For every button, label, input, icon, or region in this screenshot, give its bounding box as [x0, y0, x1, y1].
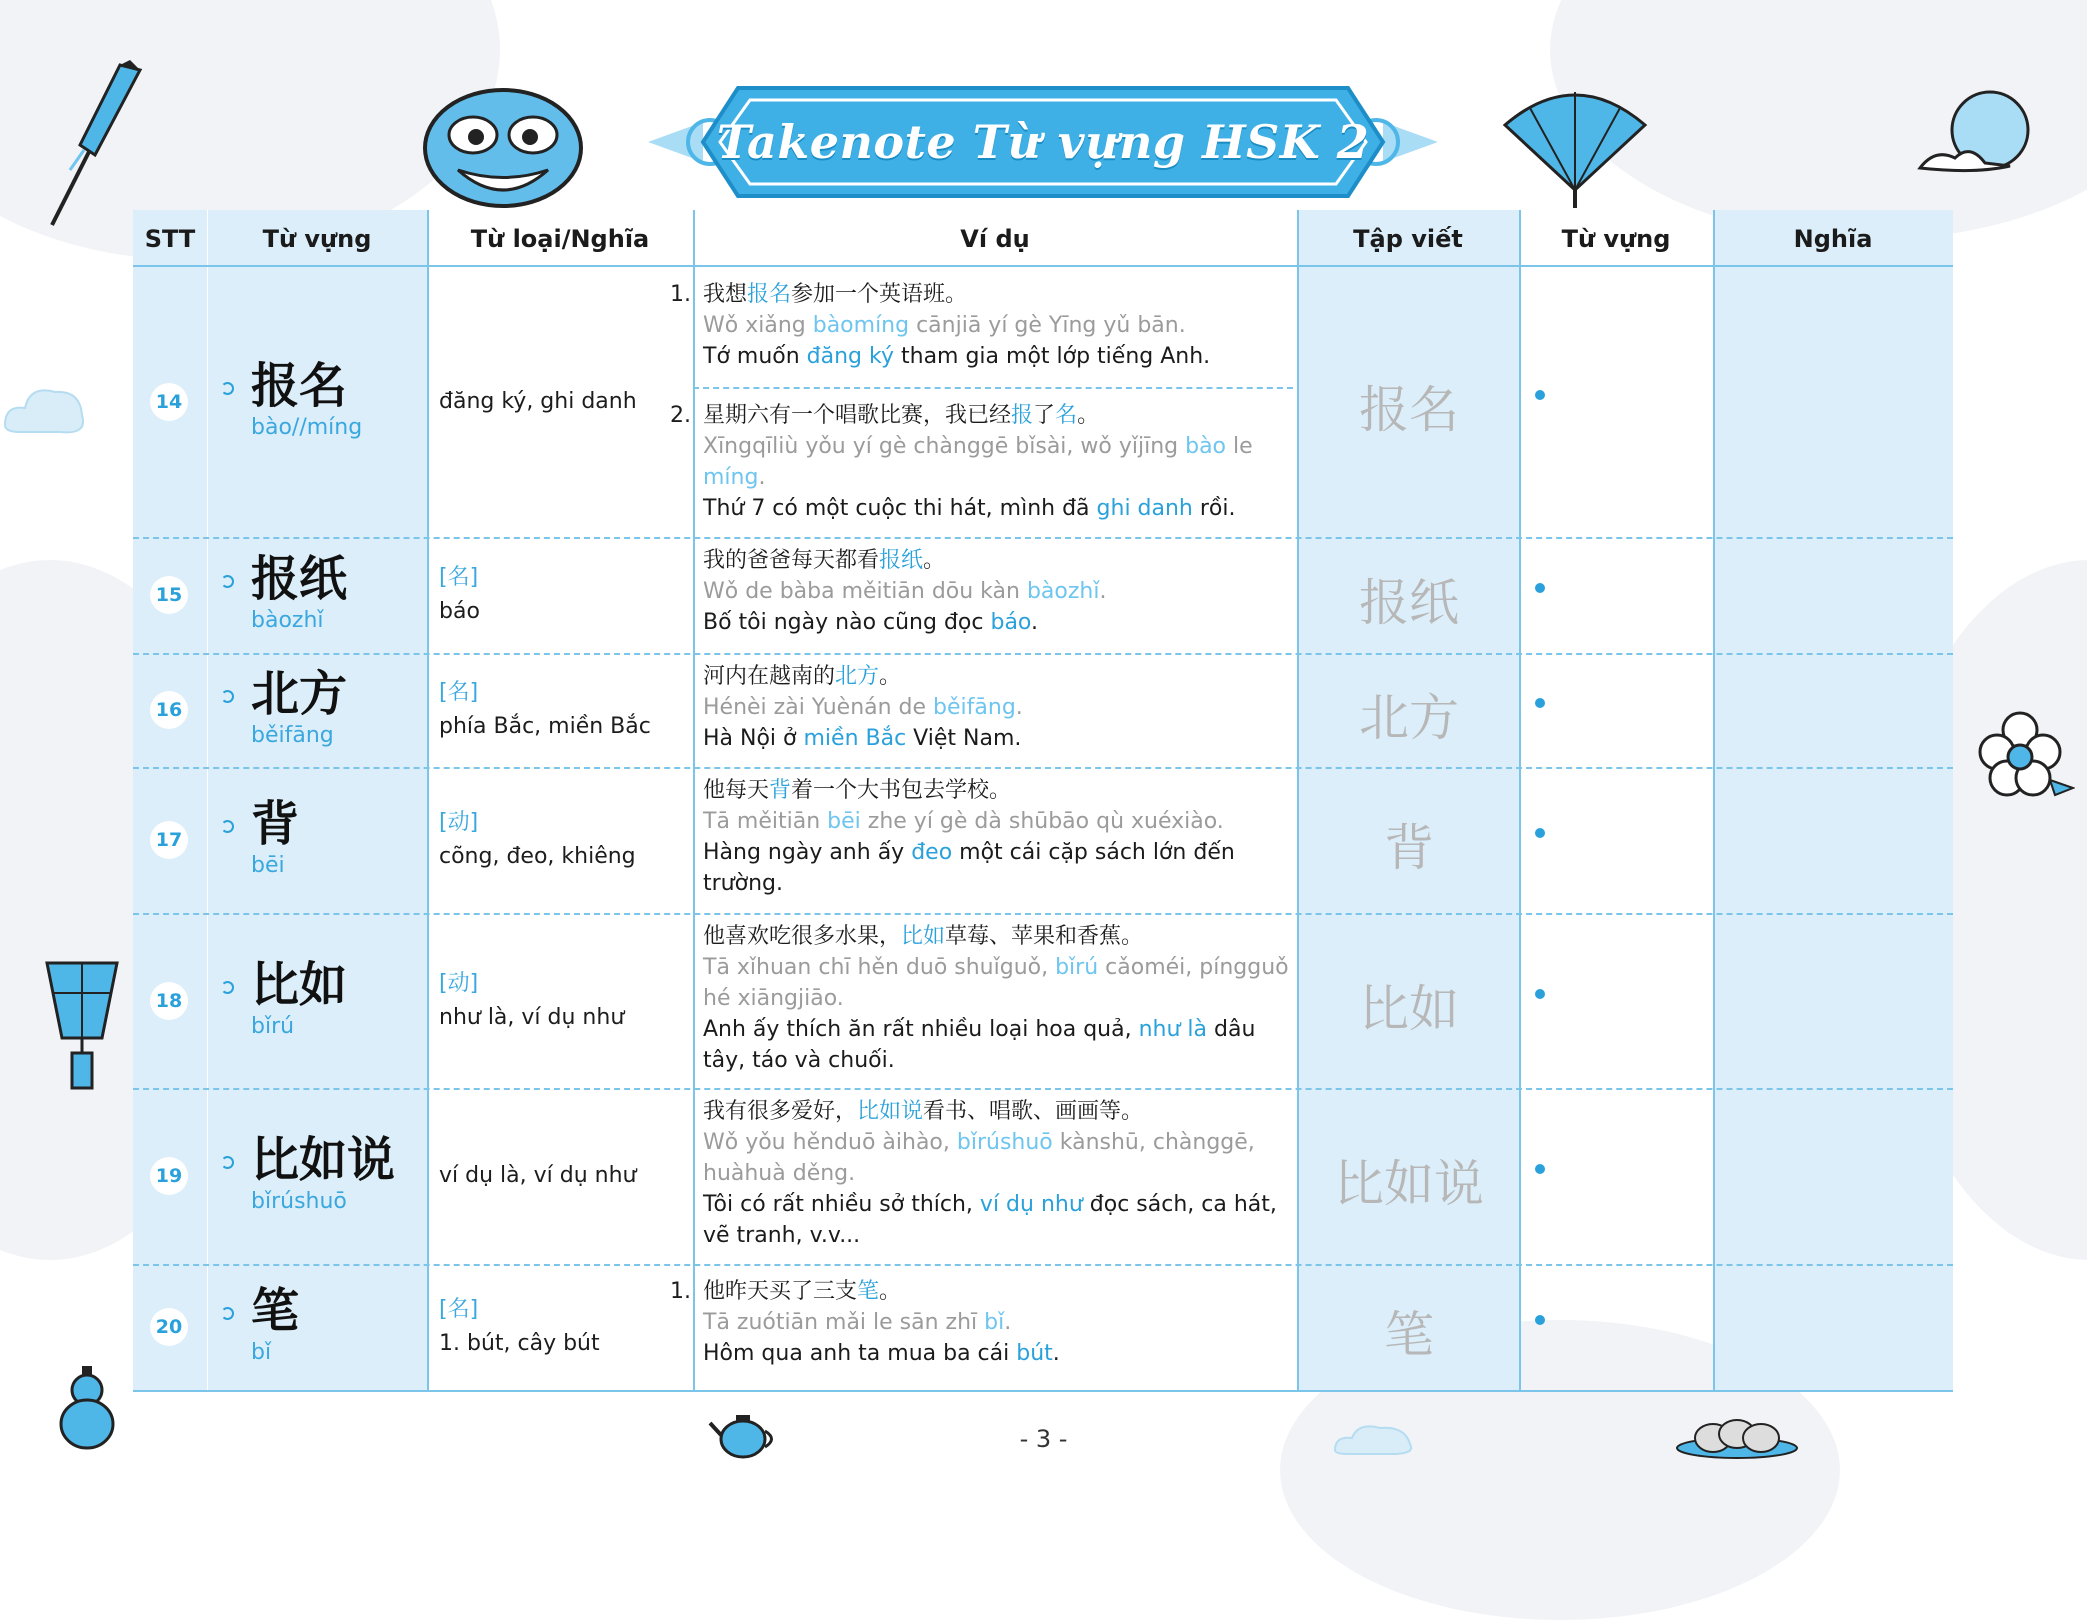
highlighted-text: 报名 [747, 282, 792, 307]
pinyin: bǐrú [251, 1013, 295, 1039]
example-sentence [703, 921, 1293, 1076]
word-bullet-icon [221, 575, 234, 588]
highlighted-text: như là [1138, 1017, 1208, 1042]
practice-writing: 报纸 [1359, 574, 1459, 632]
text-run: 参加一个英语班。 [791, 282, 968, 307]
text-run: Tớ muốn [703, 344, 807, 369]
row-number: 16 [150, 691, 188, 729]
text-run: 星期六有一个唱歌比赛，我已经 [703, 403, 1012, 428]
hanzi: 比如说 [251, 1132, 396, 1188]
example-sentence [703, 661, 1293, 754]
highlighted-text: bút [1016, 1341, 1053, 1366]
meaning: 1. bút, cây bút [439, 1331, 600, 1356]
practice-writing: 北方 [1359, 689, 1459, 747]
text-run: 我的爸爸每天都看 [703, 548, 880, 573]
example-py [703, 692, 1293, 723]
practice-writing: 笔 [1384, 1306, 1434, 1364]
text-run: kànshū, chànggē, huàhuà děng. [703, 1130, 1255, 1186]
gourd-icon [55, 1362, 120, 1452]
example-sentence [670, 400, 1293, 524]
text-run: 我想 [703, 282, 748, 307]
review-dot-icon [1535, 828, 1545, 838]
pinyin: bào//míng [251, 415, 363, 440]
text-run: 。 [1077, 403, 1100, 428]
flower-icon [1975, 710, 2075, 800]
vocab-word [251, 551, 347, 635]
text-run: tham gia một lớp tiếng Anh. [894, 344, 1211, 369]
example-vi [703, 723, 1293, 754]
text-run: rồi. [1192, 496, 1236, 521]
text-run: dâu tây, táo và chuối. [703, 1017, 1256, 1073]
pinyin: bǐrúshuō [251, 1189, 347, 1214]
table-row [133, 913, 1953, 1090]
meaning: ví dụ là, ví dụ như [439, 1163, 637, 1188]
review-dot-icon [1535, 1164, 1545, 1174]
pinyin: bàozhǐ [251, 608, 324, 633]
example-zh [703, 1096, 1293, 1127]
example-sentence [670, 1276, 1293, 1369]
row-number: 18 [150, 982, 188, 1020]
example-zh [703, 545, 1293, 576]
example-sentence [703, 545, 1293, 638]
example-divider [693, 387, 1293, 389]
table-row [133, 267, 1953, 539]
teapot-icon [708, 1405, 778, 1465]
example-zh [703, 400, 1293, 431]
example-py [703, 431, 1293, 493]
example-zh [703, 921, 1293, 952]
text-run: 河内在越南的 [703, 664, 836, 689]
pos-tag: [动] [439, 810, 479, 835]
example-number: 1. [670, 1279, 691, 1304]
header-pos-meaning: Từ loại/Nghĩa [470, 225, 650, 253]
vocab-word [251, 666, 347, 750]
review-dot-icon [1535, 698, 1545, 708]
vocab-word [251, 1283, 299, 1367]
table-row [133, 653, 1953, 769]
word-bullet-icon [221, 382, 234, 395]
meaning: cõng, đeo, khiêng [439, 844, 636, 869]
part-of-speech-meaning [439, 561, 480, 629]
page-number: - 3 - [1019, 1425, 1068, 1453]
text-run: 草莓、苹果和香蕉。 [945, 924, 1144, 949]
text-run: Xīngqīliù yǒu yí gè chànggē bǐsài, wǒ yǐjīng [703, 434, 1186, 459]
table-row [133, 767, 1953, 915]
text-run: . [1031, 610, 1039, 635]
highlighted-text: míng [703, 465, 759, 490]
text-run: một cái cặp sách lớn đến trường. [703, 840, 1235, 896]
highlighted-text: miền Bắc [803, 726, 907, 751]
highlighted-text: 笔 [857, 1279, 880, 1304]
table-row [133, 1088, 1953, 1266]
text-run: cānjiā yí gè Yīng yǔ bān. [909, 313, 1186, 338]
cloud-icon [0, 380, 90, 440]
example-vi [703, 1014, 1293, 1076]
highlighted-text: 报 [1011, 403, 1034, 428]
text-run: . [758, 465, 766, 490]
text-run: Tā zuótiān mǎi le sān zhī [703, 1310, 985, 1335]
meaning: đăng ký, ghi danh [439, 389, 637, 414]
text-run: Hénèi zài Yuènán de [703, 695, 934, 720]
text-run: 。 [923, 548, 946, 573]
text-run: Wǒ yǒu hěnduō àihào, [703, 1130, 957, 1155]
pinyin: běifāng [251, 723, 334, 748]
vocab-word [251, 957, 347, 1041]
highlighted-text: 比如 [901, 924, 946, 949]
example-vi [703, 341, 1293, 372]
dumplings-icon [1675, 1410, 1800, 1460]
moon-cloud-icon [1915, 88, 2035, 178]
hanzi: 北方 [251, 666, 348, 722]
example-py [703, 310, 1293, 341]
hanzi: 比如 [251, 956, 348, 1013]
practice-writing: 比如说 [1334, 1155, 1484, 1213]
text-run: Wǒ de bàba měitiān dōu kàn [703, 579, 1027, 604]
text-run: Bố tôi ngày nào cũng đọc [703, 610, 991, 635]
example-number: 1. [670, 282, 691, 307]
text-run: 着一个大书包去学校。 [791, 778, 1012, 803]
review-dot-icon [1535, 1315, 1545, 1325]
row-number: 19 [150, 1157, 188, 1195]
highlighted-text: 北方 [835, 664, 880, 689]
text-run: Tā měitiān [703, 809, 828, 834]
lantern-icon [42, 958, 122, 1093]
pos-tag: [名] [439, 1297, 479, 1322]
example-zh [703, 661, 1293, 692]
word-bullet-icon [221, 981, 234, 994]
highlighted-text: ghi danh [1096, 496, 1193, 521]
row-number: 20 [150, 1308, 188, 1346]
header-meaning-review: Nghĩa [1793, 225, 1873, 253]
meaning: báo [439, 599, 480, 624]
cloud-icon [1330, 1418, 1420, 1458]
text-run: Wǒ xiǎng [703, 313, 813, 338]
example-py [703, 576, 1293, 607]
example-vi [703, 837, 1293, 899]
header-word: Từ vựng [262, 225, 372, 253]
part-of-speech-meaning [439, 385, 637, 419]
example-zh [703, 279, 1293, 310]
highlighted-text: bàomíng [812, 313, 910, 338]
lion-dance-icon [418, 80, 588, 210]
highlighted-text: bǐrúshuō [956, 1130, 1053, 1155]
example-vi [703, 1338, 1293, 1369]
hanzi: 笔 [251, 1283, 300, 1339]
table-header [133, 210, 1953, 267]
hanzi: 背 [251, 796, 300, 852]
word-bullet-icon [221, 690, 234, 703]
highlighted-text: 报纸 [879, 548, 924, 573]
example-sentence [703, 775, 1293, 899]
example-vi [703, 493, 1293, 524]
pos-tag: [名] [439, 680, 479, 705]
pos-tag: [名] [439, 565, 479, 590]
review-dot-icon [1535, 390, 1545, 400]
text-run: Hàng ngày anh ấy [703, 840, 912, 865]
row-number: 17 [150, 821, 188, 859]
vocab-word [251, 358, 362, 442]
meaning: phía Bắc, miền Bắc [439, 714, 651, 739]
highlighted-text: bēi [827, 809, 861, 834]
example-py [703, 1127, 1293, 1189]
text-run: 。 [879, 664, 902, 689]
text-run: . [1052, 1341, 1060, 1366]
text-run: Thứ 7 có một cuộc thi hát, mình đã [703, 496, 1097, 521]
highlighted-text: bàozhǐ [1026, 579, 1100, 604]
text-run: 他昨天买了三支 [703, 1279, 858, 1304]
highlighted-text: bǐrú [1055, 955, 1099, 980]
part-of-speech-meaning [439, 676, 651, 744]
highlighted-text: bào [1185, 434, 1227, 459]
title-banner [648, 86, 1438, 198]
highlighted-text: báo [990, 610, 1032, 635]
table-row [133, 537, 1953, 655]
meaning: như là, ví dụ như [439, 1004, 625, 1030]
highlighted-text: běifāng [933, 695, 1016, 720]
part-of-speech-meaning [439, 1293, 600, 1361]
text-run: Tôi có rất nhiều sở thích, [703, 1192, 980, 1217]
example-vi [703, 1189, 1293, 1251]
hanzi: 报纸 [251, 551, 348, 607]
header-example: Ví dụ [960, 225, 1030, 253]
word-bullet-icon [221, 820, 234, 833]
row-number: 14 [150, 383, 188, 421]
text-run: . [1004, 1310, 1012, 1335]
fan-icon [1500, 80, 1650, 210]
text-run: 我有很多爱好， [703, 1099, 858, 1124]
header-stt: STT [144, 225, 196, 253]
example-sentence [670, 279, 1293, 372]
text-run: đọc sách, ca hát, vẽ tranh, v.v... [703, 1192, 1277, 1248]
highlighted-text: 比如说 [857, 1099, 924, 1124]
text-run: le [1226, 434, 1253, 459]
highlighted-text: đăng ký [806, 344, 894, 369]
text-run: Tā xǐhuan chī hěn duō shuǐguǒ, [703, 955, 1056, 980]
highlighted-text: 背 [769, 778, 792, 803]
header-word-review: Từ vựng [1561, 225, 1671, 253]
practice-writing: 背 [1384, 819, 1434, 877]
page-title: Takenote Từ vựng HSK 2 [716, 115, 1370, 169]
text-run: . [1099, 579, 1107, 604]
part-of-speech-meaning [439, 967, 624, 1035]
highlighted-text: đeo [911, 840, 953, 865]
table-row [133, 1264, 1953, 1392]
hanzi: 报名 [251, 358, 348, 414]
example-zh [703, 1276, 1293, 1307]
rocket-icon [40, 60, 150, 230]
text-run: Hôm qua anh ta mua ba cái [703, 1341, 1017, 1366]
text-run: 他每天 [703, 778, 770, 803]
row-number: 15 [150, 576, 188, 614]
word-bullet-icon [221, 1156, 234, 1169]
header-practice: Tập viết [1353, 225, 1463, 253]
text-run: Anh ấy thích ăn rất nhiều loại hoa quả, [703, 1017, 1139, 1042]
text-run: Việt Nam. [906, 726, 1022, 751]
pinyin: bǐ [251, 1340, 272, 1365]
example-py [703, 952, 1293, 1014]
pinyin: bēi [251, 853, 285, 878]
highlighted-text: ví dụ như [979, 1192, 1083, 1217]
example-number: 2. [670, 403, 691, 428]
text-run: 。 [879, 1279, 902, 1304]
word-bullet-icon [221, 1307, 234, 1320]
text-run: 他喜欢吃很多水果， [703, 924, 902, 949]
text-run: Hà Nội ở [703, 726, 804, 751]
vocab-word [251, 1132, 395, 1216]
practice-writing: 比如 [1359, 979, 1459, 1038]
text-run: . [1015, 695, 1023, 720]
example-py [703, 1307, 1293, 1338]
text-run: cǎoméi, píngguǒ hé xiāngjiāo. [703, 955, 1289, 1011]
example-zh [703, 775, 1293, 806]
review-dot-icon [1535, 989, 1545, 999]
example-sentence [703, 1096, 1293, 1251]
example-vi [703, 607, 1293, 638]
highlighted-text: bǐ [984, 1310, 1005, 1335]
text-run: zhe yí gè dà shūbāo qù xuéxiào. [860, 809, 1224, 834]
pos-tag: [动] [439, 970, 479, 996]
text-run: 看书、唱歌、画画等。 [923, 1099, 1144, 1124]
practice-writing: 报名 [1359, 381, 1459, 439]
highlighted-text: 名 [1055, 403, 1078, 428]
part-of-speech-meaning [439, 1159, 636, 1193]
vocab-word [251, 796, 299, 880]
part-of-speech-meaning [439, 806, 636, 874]
example-py [703, 806, 1293, 837]
text-run: 了 [1033, 403, 1056, 428]
review-dot-icon [1535, 583, 1545, 593]
vocabulary-table [133, 210, 1953, 1390]
